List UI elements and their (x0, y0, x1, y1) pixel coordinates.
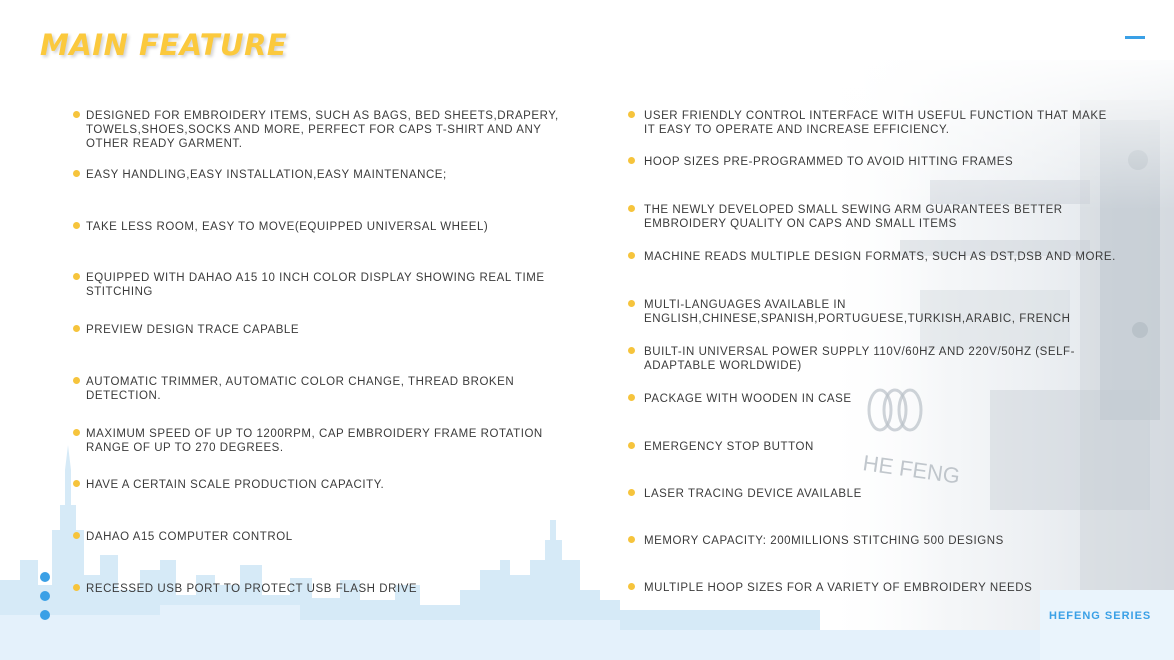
feature-item: HAVE A CERTAIN SCALE PRODUCTION CAPACITY. (86, 479, 385, 491)
feature-item: PREVIEW DESIGN TRACE CAPABLE (86, 324, 300, 336)
feature-item: DESIGNED FOR EMBROIDERY ITEMS, SUCH AS BAGS, BED SHEETS,DRAPERY, TOWELS,SHOES,SOCKS AND MORE, PERFECT FOR CAPS T-SHIRT AND ANY OTHER READY GARMENT. (86, 110, 559, 150)
feature-item: TAKE LESS ROOM, EASY TO MOVE(EQUIPPED UNIVERSAL WHEEL) (86, 221, 489, 233)
feature-item: DAHAO A15 COMPUTER CONTROL (86, 531, 293, 543)
bullet-icon (628, 300, 635, 307)
bullet-icon (73, 480, 80, 487)
bullet-icon (628, 111, 635, 118)
bullet-icon (628, 157, 635, 164)
bullet-icon (628, 394, 635, 401)
bullet-icon (73, 584, 80, 591)
bullet-icon (73, 222, 80, 229)
bullet-icon (628, 583, 635, 590)
feature-item: RECESSED USB PORT TO PROTECT USB FLASH DRIVE (86, 583, 418, 595)
bullet-icon (628, 347, 635, 354)
series-label: HEFENG SERIES (1049, 610, 1152, 622)
feature-item: EMERGENCY STOP BUTTON (644, 441, 814, 453)
bullet-icon (628, 489, 635, 496)
bullet-icon (628, 442, 635, 449)
bullet-icon (73, 111, 80, 118)
bullet-icon (73, 429, 80, 436)
feature-item: MULTI-LANGUAGES AVAILABLE IN ENGLISH,CHINESE,SPANISH,PORTUGUESE,TURKISH,ARABIC, FRENCH (644, 299, 1071, 325)
nav-dot-1[interactable] (40, 572, 50, 582)
machine-brand-text: HE FENG (861, 450, 962, 489)
bullet-icon (73, 170, 80, 177)
feature-item: EASY HANDLING,EASY INSTALLATION,EASY MAINTENANCE; (86, 169, 447, 181)
bullet-icon (628, 205, 635, 212)
feature-item: MACHINE READS MULTIPLE DESIGN FORMATS, SUCH AS DST,DSB AND MORE. (644, 251, 1116, 263)
bullet-icon (73, 325, 80, 332)
bullet-icon (73, 273, 80, 280)
nav-dot-3[interactable] (40, 610, 50, 620)
feature-item: MEMORY CAPACITY: 200MILLIONS STITCHING 500 DESIGNS (644, 535, 1004, 547)
nav-dot-2[interactable] (40, 591, 50, 601)
feature-item: HOOP SIZES PRE-PROGRAMMED TO AVOID HITTING FRAMES (644, 156, 1014, 168)
feature-item: MULTIPLE HOOP SIZES FOR A VARIETY OF EMBROIDERY NEEDS (644, 582, 1033, 594)
feature-item: EQUIPPED WITH DAHAO A15 10 INCH COLOR DISPLAY SHOWING REAL TIME STITCHING (86, 272, 545, 298)
feature-item: PACKAGE WITH WOODEN IN CASE (644, 393, 852, 405)
accent-line (1125, 36, 1145, 39)
feature-item: LASER TRACING DEVICE AVAILABLE (644, 488, 862, 500)
feature-item: AUTOMATIC TRIMMER, AUTOMATIC COLOR CHANGE, THREAD BROKEN DETECTION. (86, 376, 515, 402)
feature-item: MAXIMUM SPEED OF UP TO 1200RPM, CAP EMBROIDERY FRAME ROTATION RANGE OF UP TO 270 DEGREES. (86, 428, 543, 454)
feature-item: USER FRIENDLY CONTROL INTERFACE WITH USEFUL FUNCTION THAT MAKE IT EASY TO OPERATE AND INCREASE EFFICIENCY. (644, 110, 1107, 136)
feature-item: THE NEWLY DEVELOPED SMALL SEWING ARM GUARANTEES BETTER EMBROIDERY QUALITY ON CAPS AND SMALL ITEMS (644, 204, 1063, 230)
bullet-icon (628, 252, 635, 259)
bullet-icon (73, 377, 80, 384)
feature-item: BUILT-IN UNIVERSAL POWER SUPPLY 110V/60HZ AND 220V/50HZ (SELF-ADAPTABLE WORLDWIDE) (644, 346, 1075, 372)
page-title: MAIN FEATURE (40, 28, 288, 62)
bullet-icon (628, 536, 635, 543)
bullet-icon (73, 532, 80, 539)
